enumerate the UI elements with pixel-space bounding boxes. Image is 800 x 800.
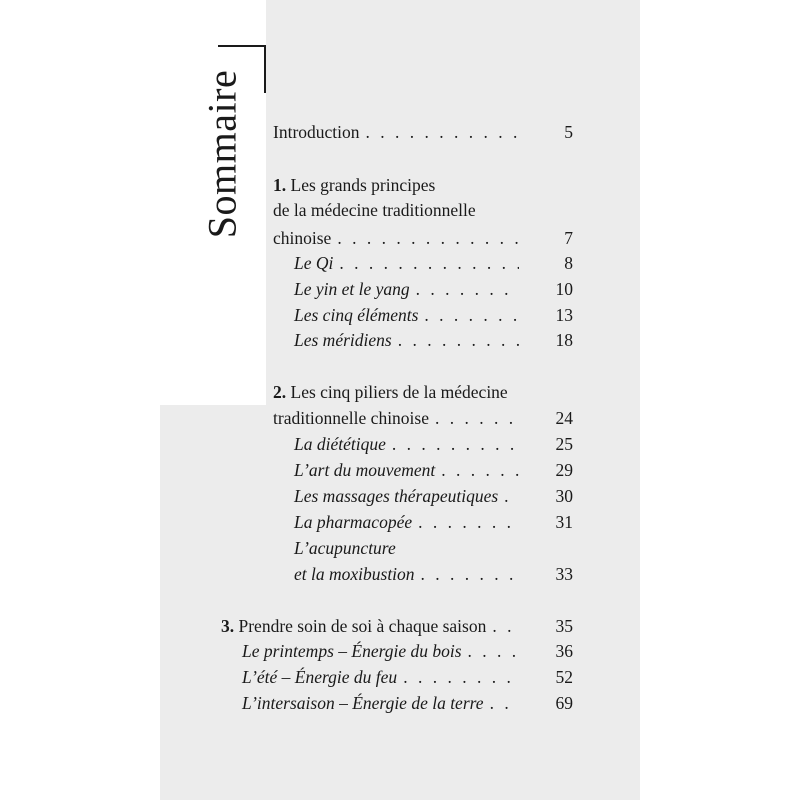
toc-entry-printemps: Le printemps – Énergie du bois . . . 36 [242, 640, 573, 662]
toc-entry-meridiens: Les méridiens . . . 18 [294, 329, 573, 351]
toc-entry-section-1: chinoise . . . 7 [273, 227, 573, 249]
dot-leader [398, 329, 519, 351]
section-2-heading: 2. Les cinq piliers de la médecine [273, 382, 508, 402]
page-number: 31 [555, 512, 573, 532]
dot-leader [435, 407, 519, 429]
page-number: 30 [555, 486, 573, 506]
corner-mark-vertical [264, 45, 266, 93]
dot-leader [468, 640, 519, 662]
dot-leader [337, 227, 519, 249]
toc-entry-intersaison: L’intersaison – Énergie de la terre . . . 69 [242, 692, 573, 714]
toc-entry-cinq-elements: Les cinq éléments . . . 13 [294, 304, 573, 326]
page-number: 35 [555, 616, 573, 636]
dot-leader [504, 485, 519, 507]
toc-entry-section-2: traditionnelle chinoise . . . 24 [273, 407, 573, 429]
dot-leader [424, 304, 519, 326]
page-number: 7 [564, 228, 573, 248]
toc-entry-art-du-mouvement: L’art du mouvement . . . 29 [294, 459, 573, 481]
page-number: 18 [555, 330, 573, 350]
page-number: 29 [555, 460, 573, 480]
toc-entry-dietetique: La diététique . . . 25 [294, 433, 573, 455]
dot-leader [339, 252, 519, 274]
toc-entry-le-qi: Le Qi . . . 8 [294, 252, 573, 274]
toc-entry-yin-yang: Le yin et le yang . . . 10 [294, 278, 573, 300]
corner-mark-horizontal [218, 45, 266, 47]
toc-entry-acupuncture-line-1: L’acupuncture [294, 538, 396, 558]
toc-entry-massages: Les massages thérapeutiques . . . 30 [294, 485, 573, 507]
section-1-heading-line-2: de la médecine traditionnelle [273, 200, 476, 220]
toc-entry-section-3: 3. Prendre soin de soi à chaque saison . . . 35 [221, 615, 573, 637]
toc-entry-introduction: Introduction . . . 5 [273, 121, 573, 143]
page-title: Sommaire [199, 69, 245, 239]
page-number: 13 [555, 305, 573, 325]
dot-leader [490, 692, 519, 714]
section-1-heading: 1. Les grands principes [273, 175, 436, 195]
dot-leader [418, 511, 519, 533]
page-number: 24 [555, 408, 573, 428]
page-number: 25 [555, 434, 573, 454]
toc-entry-ete: L’été – Énergie du feu . . . 52 [242, 666, 573, 688]
toc-entry-pharmacopee: La pharmacopée . . . 31 [294, 511, 573, 533]
page-number: 36 [555, 641, 573, 661]
dot-leader [366, 121, 519, 143]
page-number: 5 [564, 122, 573, 142]
dot-leader [492, 615, 519, 637]
dot-leader [441, 459, 519, 481]
dot-leader [416, 278, 519, 300]
toc-entry-acupuncture: et la moxibustion . . . 33 [294, 563, 573, 585]
page-number: 33 [555, 564, 573, 584]
dot-leader [421, 563, 519, 585]
page-number: 8 [564, 253, 573, 273]
page-number: 10 [555, 279, 573, 299]
dot-leader [403, 666, 519, 688]
page-number: 69 [555, 693, 573, 713]
dot-leader [392, 433, 519, 455]
page-number: 52 [555, 667, 573, 687]
